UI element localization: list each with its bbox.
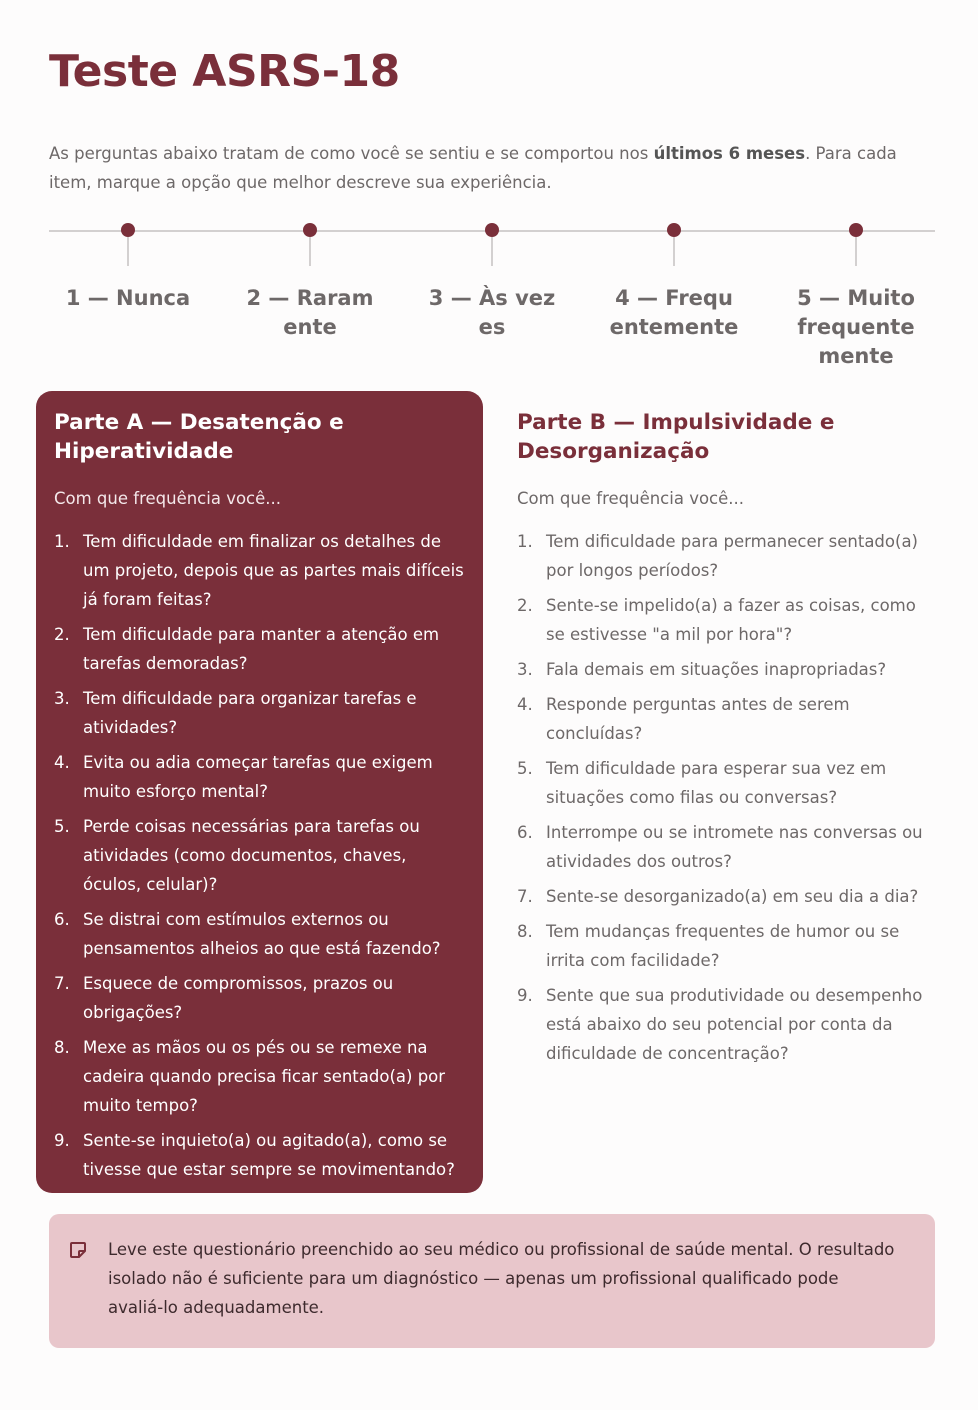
scale-dot bbox=[485, 223, 499, 237]
scale-label: 4 — Frequentemente bbox=[609, 286, 739, 339]
part-a-prompt: Com que frequência você... bbox=[54, 489, 282, 508]
question-text: Esquece de compromissos, prazos ou obrigações? bbox=[83, 974, 394, 1022]
question-text: Responde perguntas antes de serem concluídas? bbox=[546, 695, 850, 743]
question-text: Sente-se desorganizado(a) em seu dia a dia? bbox=[546, 887, 919, 906]
question-item bbox=[54, 905, 465, 963]
question-number: 8. bbox=[54, 1038, 70, 1057]
question-item bbox=[54, 527, 465, 614]
part-a-card bbox=[36, 391, 483, 1193]
question-text: Tem mudanças frequentes de humor ou se irrita com facilidade? bbox=[546, 922, 900, 970]
question-text: Tem dificuldade para esperar sua vez em situações como filas ou conversas? bbox=[546, 759, 887, 807]
part-a-title: Parte A — Desatenção e Hiperatividade bbox=[54, 410, 344, 464]
question-item bbox=[54, 1033, 465, 1120]
question-text: Fala demais em situações inapropriadas? bbox=[546, 660, 887, 679]
frequency-scale bbox=[49, 220, 935, 380]
question-text: Sente que sua produtividade ou desempenho está abaixo do seu potencial por conta da dificuldade de concentração? bbox=[546, 986, 923, 1063]
question-text: Se distrai com estímulos externos ou pensamentos alheios ao que está fazendo? bbox=[83, 910, 441, 958]
question-item bbox=[54, 684, 465, 742]
question-item bbox=[54, 812, 465, 899]
question-text: Mexe as mãos ou os pés ou se remexe na cadeira quando precisa ficar sentado(a) por muito tempo? bbox=[83, 1038, 446, 1115]
question-number: 7. bbox=[517, 887, 533, 906]
question-number: 1. bbox=[517, 532, 533, 551]
question-item bbox=[517, 981, 937, 1068]
question-number: 6. bbox=[54, 910, 70, 929]
intro-text-end: . Para cada item, marque a opção que melhor descreve sua experiência. bbox=[49, 144, 897, 192]
question-item bbox=[54, 969, 465, 1027]
question-number: 5. bbox=[517, 759, 533, 778]
question-item bbox=[517, 655, 937, 684]
question-number: 8. bbox=[517, 922, 533, 941]
question-number: 4. bbox=[54, 753, 70, 772]
intro-text-start: As perguntas abaixo tratam de como você se sentiu e se comportou nos bbox=[49, 144, 654, 163]
question-number: 3. bbox=[54, 689, 70, 708]
question-item bbox=[517, 882, 937, 911]
question-text: Interrompe ou se intromete nas conversas ou atividades dos outros? bbox=[546, 823, 923, 871]
note-text: Leve este questionário preenchido ao seu médico ou profissional de saúde mental. O resultado isolado não é suficiente para um diagnóstico — apenas um profissional qualificado pode avaliá-lo adequadamente. bbox=[108, 1240, 895, 1317]
scale-tick bbox=[309, 237, 311, 266]
scale-tick bbox=[855, 237, 857, 266]
scale-dot bbox=[667, 223, 681, 237]
scale-label: 2 — Raramente bbox=[246, 286, 374, 339]
question-item bbox=[517, 690, 937, 748]
question-item bbox=[517, 917, 937, 975]
question-number: 7. bbox=[54, 974, 70, 993]
question-number: 1. bbox=[54, 532, 70, 551]
intro-text-emphasis: últimos 6 meses bbox=[653, 144, 806, 163]
question-number: 6. bbox=[517, 823, 533, 842]
part-b-prompt: Com que frequência você... bbox=[517, 489, 745, 508]
question-text: Tem dificuldade para permanecer sentado(a) por longos períodos? bbox=[546, 532, 918, 580]
question-item bbox=[54, 1126, 465, 1184]
part-a-question-list bbox=[54, 527, 465, 1184]
part-b-title: Parte B — Impulsividade e Desorganização bbox=[517, 410, 835, 464]
question-item bbox=[517, 818, 937, 876]
part-b-question-list bbox=[517, 527, 937, 1068]
scale-dot bbox=[849, 223, 863, 237]
page-title: Teste ASRS-18 bbox=[49, 46, 400, 97]
question-item bbox=[517, 591, 937, 649]
scale-tick bbox=[127, 237, 129, 266]
scale-dot bbox=[303, 223, 317, 237]
question-number: 9. bbox=[517, 986, 533, 1005]
scale-dot bbox=[121, 223, 135, 237]
question-text: Tem dificuldade em finalizar os detalhes de um projeto, depois que as partes mais difíceis já foram feitas? bbox=[83, 532, 464, 609]
advice-note bbox=[49, 1214, 935, 1348]
question-item bbox=[54, 620, 465, 678]
question-text: Tem dificuldade para manter a atenção em tarefas demoradas? bbox=[83, 625, 440, 673]
part-b-section bbox=[517, 408, 937, 1074]
question-text: Sente-se inquieto(a) ou agitado(a), como se tivesse que estar sempre se movimentando? bbox=[83, 1131, 455, 1179]
question-text: Tem dificuldade para organizar tarefas e atividades? bbox=[83, 689, 417, 737]
scale-tick bbox=[491, 237, 493, 266]
question-item bbox=[517, 754, 937, 812]
question-text: Perde coisas necessárias para tarefas ou atividades (como documentos, chaves, óculos, celular)? bbox=[83, 817, 420, 894]
question-number: 9. bbox=[54, 1131, 70, 1150]
question-item bbox=[517, 527, 937, 585]
scale-label: 5 — Muito frequentemente bbox=[797, 286, 915, 368]
scale-label: 1 — Nunca bbox=[65, 286, 191, 310]
question-number: 5. bbox=[54, 817, 70, 836]
question-number: 2. bbox=[517, 596, 533, 615]
question-number: 3. bbox=[517, 660, 533, 679]
scale-label: 3 — Às vezes bbox=[428, 286, 556, 339]
intro-text bbox=[49, 139, 934, 197]
scale-tick bbox=[673, 237, 675, 266]
question-item bbox=[54, 748, 465, 806]
question-text: Sente-se impelido(a) a fazer as coisas, como se estivesse "a mil por hora"? bbox=[546, 596, 916, 644]
question-number: 2. bbox=[54, 625, 70, 644]
question-text: Evita ou adia começar tarefas que exigem muito esforço mental? bbox=[83, 753, 433, 801]
question-number: 4. bbox=[517, 695, 533, 714]
note-icon bbox=[69, 1241, 87, 1259]
